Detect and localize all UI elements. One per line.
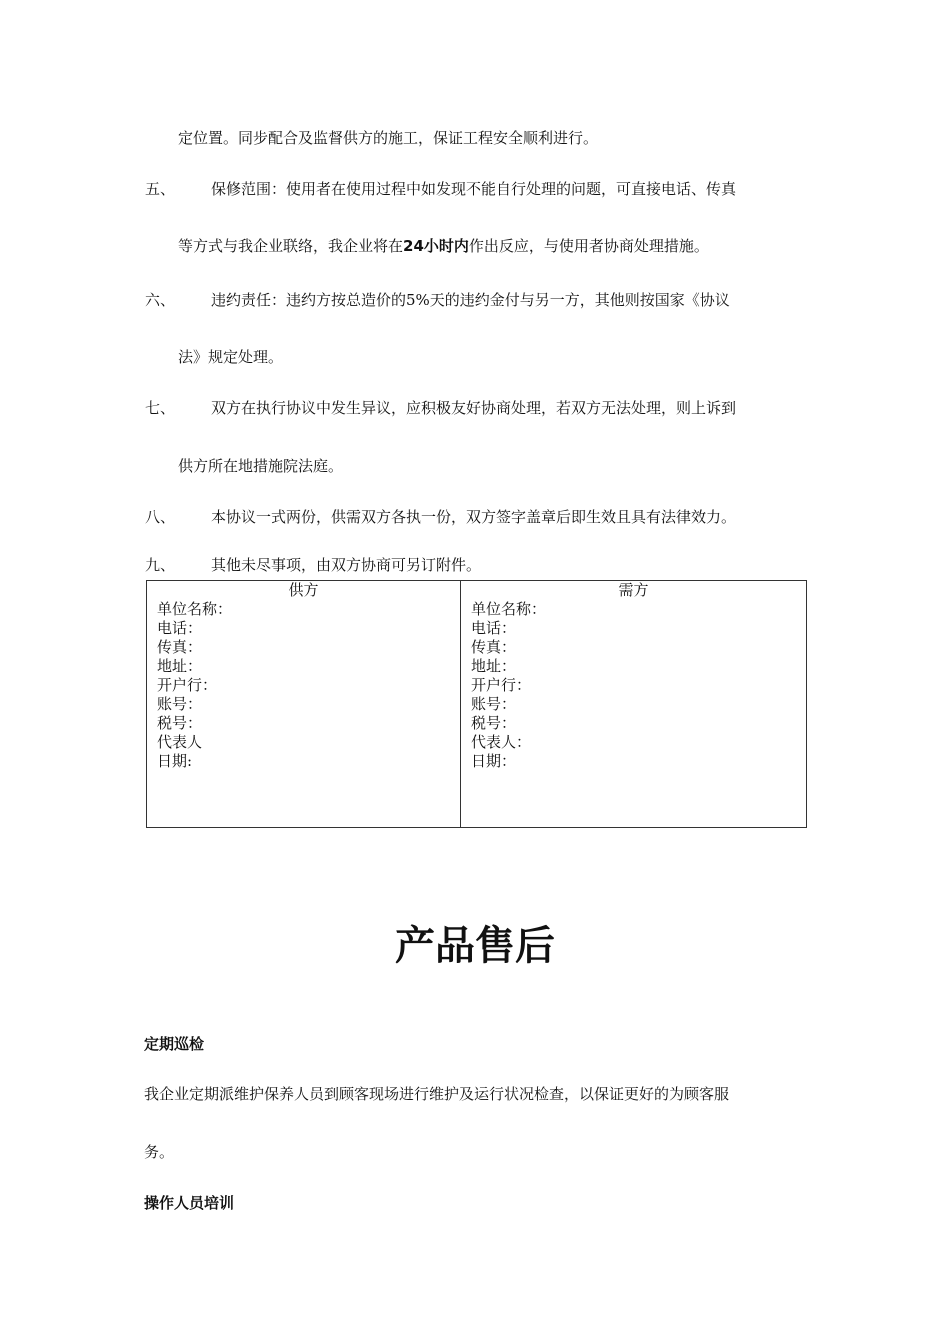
clause-8-line-1: 本协议一式两份，供需双方各执一份，双方签字盖章后即生效且具有法律效力。: [211, 508, 737, 526]
buyer-field-date: 日期：: [471, 752, 517, 770]
clause-6-line-2: 法》规定处理。: [178, 348, 284, 366]
clause-9-line-1: 其他未尽事项，由双方协商可另订附件。: [211, 556, 482, 574]
clause-continuation-text: 定位置。同步配合及监督供方的施工，保证工程安全顺利进行。: [178, 129, 599, 147]
clause-6-line-1: 违约责任：违约方按总造价的5%天的违约金付与另一方，其他则按国家《协议: [211, 291, 730, 309]
supplier-field-bank: 开户行：: [157, 676, 218, 694]
supplier-field-fax: 传真：: [157, 638, 203, 656]
clause-5-text-a: 等方式与我企业联络，我企业将在: [178, 237, 404, 255]
clause-5-emphasis: 24小时内: [403, 237, 469, 255]
clause-6-number: 六、: [145, 291, 176, 309]
supplier-field-representative: 代表人: [157, 733, 203, 751]
buyer-field-company: 单位名称：: [471, 600, 547, 618]
buyer-header: 需方: [618, 581, 649, 599]
inspection-heading: 定期巡检: [144, 1035, 205, 1053]
clause-5-line-2: [178, 236, 709, 256]
clause-8-number: 八、: [145, 508, 176, 526]
supplier-field-date: 日期:: [157, 752, 193, 770]
inspection-line-2: 务。: [144, 1143, 175, 1161]
buyer-cell: [461, 581, 807, 828]
buyer-field-bank: 开户行：: [471, 676, 532, 694]
supplier-field-company: 单位名称：: [157, 600, 233, 618]
supplier-field-phone: 电话：: [157, 619, 203, 637]
supplier-cell: [147, 581, 461, 828]
clause-7-number: 七、: [145, 399, 176, 417]
clause-5-text-c: 作出反应，与使用者协商处理措施。: [468, 237, 709, 255]
buyer-field-fax: 传真：: [471, 638, 517, 656]
clause-5-number: 五、: [145, 180, 176, 198]
buyer-field-representative: 代表人：: [471, 733, 532, 751]
inspection-line-1: 我企业定期派维护保养人员到顾客现场进行维护及运行状况检查，以保证更好的为顾客服: [144, 1085, 730, 1103]
supplier-field-address: 地址：: [157, 657, 203, 675]
clause-7-line-2: 供方所在地措施院法庭。: [178, 457, 344, 475]
clause-7-line-1: 双方在执行协议中发生异议，应积极友好协商处理，若双方无法处理，则上诉到: [211, 399, 737, 417]
training-heading: 操作人员培训: [144, 1194, 235, 1212]
supplier-field-tax-id: 税号：: [157, 714, 203, 732]
buyer-field-account: 账号：: [471, 695, 517, 713]
contact-table: [146, 580, 807, 828]
buyer-field-phone: 电话：: [471, 619, 517, 637]
buyer-field-address: 地址：: [471, 657, 517, 675]
buyer-field-tax-id: 税号：: [471, 714, 517, 732]
after-sales-title: 产品售后: [395, 923, 555, 969]
supplier-header: 供方: [288, 581, 319, 599]
clause-9-number: 九、: [145, 556, 176, 574]
clause-5-line-1: 保修范围：使用者在使用过程中如发现不能自行处理的问题，可直接电话、传真: [211, 180, 737, 198]
supplier-field-account: 账号：: [157, 695, 203, 713]
